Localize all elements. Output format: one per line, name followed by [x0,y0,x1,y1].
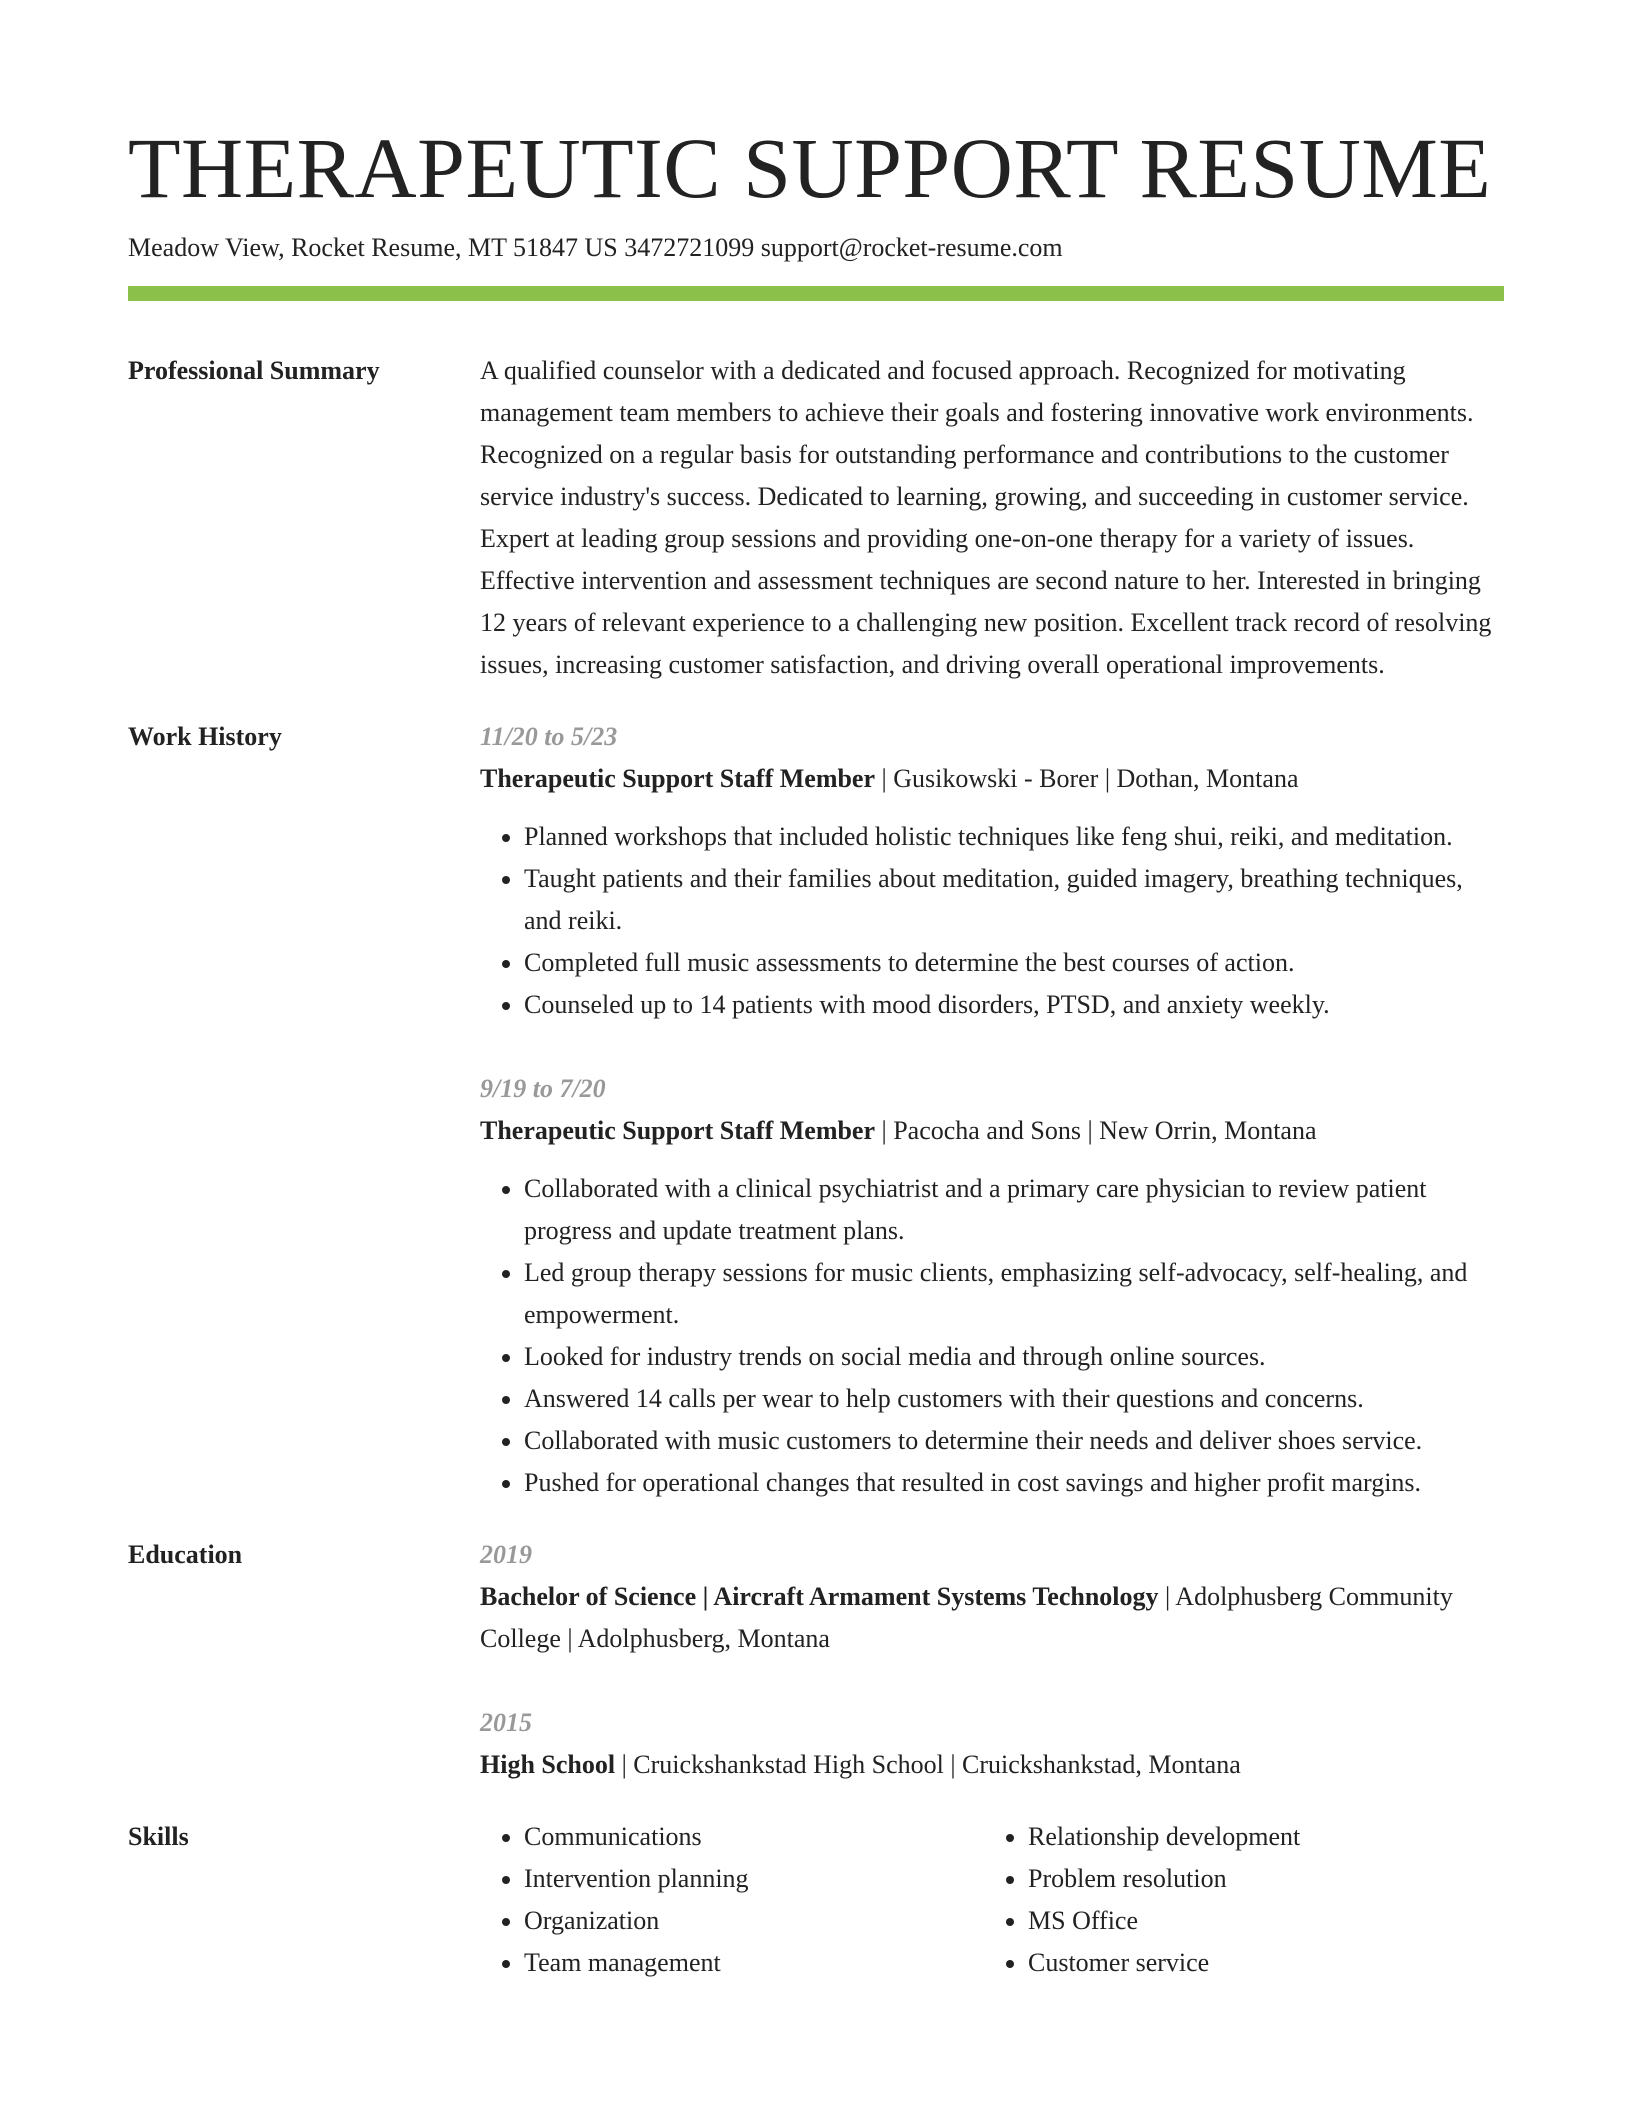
job-details: | Pacocha and Sons | New Orrin, Montana [875,1116,1317,1145]
job-details: | Gusikowski - Borer | Dothan, Montana [875,764,1299,793]
section-label-summary: Professional Summary [128,356,380,385]
education-heading [480,1744,1504,1786]
skill-item: • Problem resolution [1028,1858,1498,1900]
contact-line: Meadow View, Rocket Resume, MT 51847 US 3472721099 support@rocket-resume.com [128,233,1063,262]
section-label-work: Work History [128,722,282,751]
job-dates: 11/20 to 5/23 [480,722,618,751]
job-title: Therapeutic Support Staff Member [480,764,876,793]
skill-item: • Relationship development [1028,1816,1498,1858]
work-history-section [128,716,1504,1504]
skill-item: • MS Office [1028,1900,1498,1942]
skill-item: • Communications [524,1816,984,1858]
job-heading [480,758,1504,800]
job-dates: 9/19 to 7/20 [480,1074,606,1103]
job-bullets [480,816,1504,1026]
education-body [480,1534,1504,1786]
job-bullet: • Pushed for operational changes that resulted in cost savings and higher profit margins. [524,1462,1504,1504]
job-entry [480,1068,1504,1504]
skills-body [480,1816,1504,1984]
job-bullet: • Completed full music assessments to determine the best courses of action. [524,942,1504,984]
summary-text: A qualified counselor with a dedicated and focused approach. Recognized for motivating management team members to achieve their goals and fostering innovative work environments. Recognized on a regular basis for outstanding performance and contributions to the customer service industry's success. Dedicated to learning, growing, and succeeding in customer service. Expert at leading group sessions and providing one-on-one therapy for a variety of issues. Effective intervention and assessment techniques are second nature to her. Interested in bringing 12 years of relevant experience to a challenging new position. Excellent track record of resolving issues, increasing customer satisfaction, and driving overall operational improvements. [480,356,1492,679]
job-bullet: • Counseled up to 14 patients with mood disorders, PTSD, and anxiety weekly. [524,984,1504,1026]
job-bullet: • Led group therapy sessions for music clients, emphasizing self-advocacy, self-healing, and empowerment. [524,1252,1504,1336]
job-bullets [480,1168,1504,1504]
education-degree: High School [480,1750,616,1779]
resume-content [128,350,1504,2014]
education-details: | Cruickshankstad High School | Cruickshankstad, Montana [615,1750,1241,1779]
job-bullet: • Planned workshops that included holistic techniques like feng shui, reiki, and meditation. [524,816,1504,858]
skill-item: • Team management [524,1942,984,1984]
job-bullet: • Looked for industry trends on social media and through online sources. [524,1336,1504,1378]
education-heading [480,1576,1504,1660]
header-divider [128,286,1504,301]
resume-title: THERAPEUTIC SUPPORT RESUME [128,120,1492,216]
education-entry [480,1702,1504,1786]
skills-list-left [480,1816,984,1984]
job-bullet: • Collaborated with a clinical psychiatrist and a primary care physician to review patient progress and update treatment plans. [524,1168,1504,1252]
job-title: Therapeutic Support Staff Member [480,1116,876,1145]
skill-item: • Intervention planning [524,1858,984,1900]
job-bullet: • Collaborated with music customers to determine their needs and deliver shoes service. [524,1420,1504,1462]
skills-list-right [984,1816,1498,1984]
job-bullet: • Taught patients and their families about meditation, guided imagery, breathing techniques, and reiki. [524,858,1504,942]
skill-item: • Organization [524,1900,984,1942]
section-label-skills: Skills [128,1822,189,1851]
job-bullet: • Answered 14 calls per wear to help customers with their questions and concerns. [524,1378,1504,1420]
skills-section [128,1816,1504,1984]
education-details: | Adolphusberg Community College | Adolphusberg, Montana [480,1582,1453,1653]
job-entry [480,716,1504,1026]
education-degree: Bachelor of Science | Aircraft Armament Systems Technology [480,1582,1159,1611]
education-year: 2015 [480,1708,532,1737]
education-entry [480,1534,1504,1660]
education-year: 2019 [480,1540,532,1569]
section-label-education: Education [128,1540,243,1569]
job-heading [480,1110,1504,1152]
summary-body [480,350,1504,686]
education-section [128,1534,1504,1786]
summary-section [128,350,1504,686]
work-history-body [480,716,1504,1504]
skill-item: • Customer service [1028,1942,1498,1984]
